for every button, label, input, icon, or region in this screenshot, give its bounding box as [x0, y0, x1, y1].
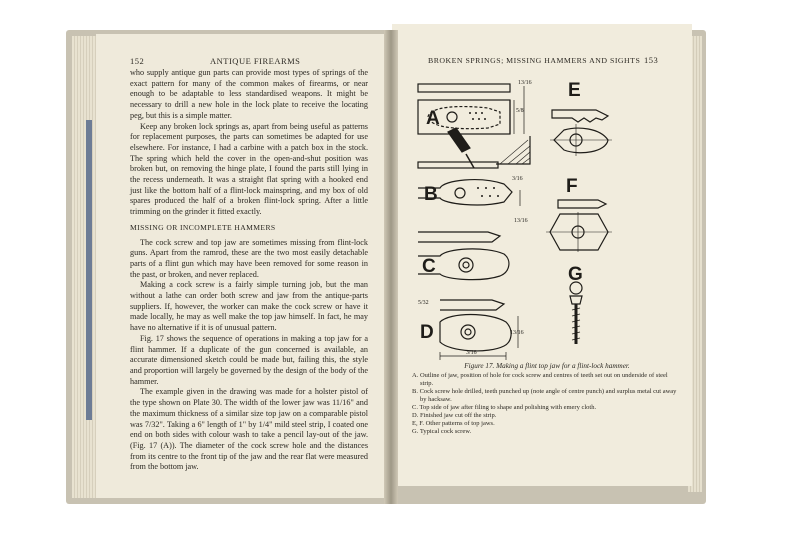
- fig-a-strip-side: [418, 84, 510, 92]
- paragraph: who supply antique gun parts can provide most types of springs of the exact pattern for many of the common makes of firearms, or near enough to be adaptable to less standardised weapons. It might be necessary to drill a new hole in the lock plate to receive the locating peg, but this is a simple matter.: [130, 68, 368, 120]
- book-spine: [384, 30, 398, 504]
- dim-label: 3/16: [466, 350, 477, 356]
- left-page-body: [130, 68, 368, 473]
- fig-letter-d: D: [420, 322, 434, 343]
- figure-caption: [412, 362, 682, 436]
- paragraph: Making a cock screw is a fairly simple turning job, but the man without a lathe can order both screw and jaw from the antique-parts suppliers. If, however, the worker can make the cock screw or have it made locally, he may as well make the top jaw himself. In fact, he may have no alternative if it is of unusual pattern.: [130, 280, 368, 333]
- dim-label: 3/16: [512, 176, 523, 182]
- fig-letter-f: F: [566, 176, 578, 197]
- page-edges-left: [72, 36, 98, 498]
- dim-label: 5/8: [516, 108, 524, 114]
- paragraph: Fig. 17 shows the sequence of operations in making a top jaw for a flint hammer. If a duplicate of the gun concerned is available, an accurate dimensioned sketch could be made but, failing this, the style and proportion will largely be governed by the design of the body of the hammer.: [130, 333, 368, 386]
- paragraph: The example given in the drawing was made for a holster pistol of the type shown on Plate 30. The width of the lower jaw was 11/16" and the maximum thickness of a similar size top jaw on a comparable pistol was 7/32". Taking a 6" length of 1" by 1/4" mild steel strip, I coated one end on both sides with colour wash to take a pencil lay-out of the jaw. (Fig. 17 (A)). The diameter of the cock screw hole and the distances from its centre to the front tip of the jaw and the rear flat were measured from the bottom jaw.: [130, 387, 368, 472]
- fig-e-side: [552, 110, 608, 122]
- dim-label: 5/32: [418, 300, 429, 306]
- fig-letter-e: E: [568, 80, 581, 101]
- fig-f-side: [558, 200, 606, 208]
- dim-label: 13/16: [518, 80, 532, 86]
- section-subheading: MISSING OR INCOMPLETE HAMMERS: [130, 222, 276, 232]
- fig-c-side: [418, 232, 500, 242]
- fig-d-side: [440, 300, 504, 310]
- left-running-head: ANTIQUE FIREARMS: [210, 56, 301, 66]
- figure-17-drawing: [400, 72, 690, 362]
- dim-label: 13/16: [510, 330, 524, 336]
- paragraph: The cock screw and top jaw are sometimes missing from flint-lock guns. Apart from the ramrod, these are the two most easily detachable parts of a flint gun which may have been removed for some reason in the past, or broken, and never replaced.: [130, 237, 368, 279]
- fig-letter-c: C: [422, 256, 436, 277]
- dim-label: 13/16: [514, 218, 528, 224]
- right-running-head: BROKEN SPRINGS; MISSING HAMMERS AND SIGHTS: [428, 56, 641, 65]
- left-page-number: 152: [130, 56, 145, 66]
- caption-item: A. Outline of jaw, position of hole for cock screw and centres of teeth set out on underside of steel strip.: [412, 372, 668, 387]
- right-page-number: 153: [644, 55, 659, 65]
- caption-title: Figure 17. Making a flint top jaw for a flint-lock hammer.: [464, 362, 630, 370]
- fig-centre-punch: [448, 128, 470, 152]
- fig-e-top: [554, 128, 608, 153]
- caption-item: E, F. Other patterns of top jaws.: [412, 420, 495, 427]
- caption-item: D. Finished jaw cut off the strip.: [412, 412, 497, 419]
- fig-a-hole: [447, 112, 457, 122]
- fig-letter-b: B: [424, 184, 438, 205]
- caption-item: B. Cock screw hole drilled, teeth punched up (note angle of centre punch) and surplus metal cut away by hacksaw.: [412, 388, 677, 403]
- fig-letter-g: G: [568, 264, 583, 285]
- fig-b-strip-side: [418, 162, 498, 168]
- paragraph: Keep any broken lock springs as, apart from being useful as patterns for replacement purposes, the parts can sometimes be adapted for use elsewhere. For instance, I had a carbine with a patch box in the stock. The spring which held the cover in the open-and-shut position was broken but, on removing the hinge plate, I found the parts still lying in the recess underneath. It was a straight flat spring with a hooked end just like the bottom half of a flint-lock mainspring, and my box of old spares produced the half of a broken flint-lock spring. After a little trimming on the grinder it fitted exactly.: [130, 121, 368, 217]
- caption-item: C. Top side of jaw after filing to shape and polishing with emery cloth.: [412, 404, 597, 411]
- cover-cloth-blue: [86, 120, 92, 420]
- caption-item: G. Typical cock screw.: [412, 428, 472, 435]
- fig-letter-a: A: [426, 108, 440, 129]
